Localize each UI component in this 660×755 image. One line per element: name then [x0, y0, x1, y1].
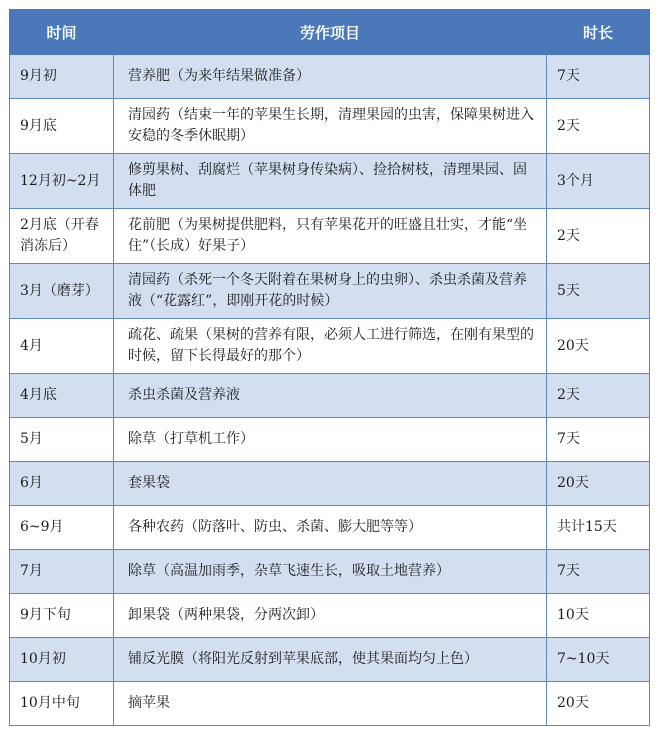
cell-task: 杀虫杀菌及营养液 [114, 374, 547, 418]
cell-duration: 20天 [547, 682, 650, 726]
cell-task: 铺反光膜（将阳光反射到苹果底部，使其果面均匀上色） [114, 638, 547, 682]
cell-time: 3月（磨芽） [10, 264, 114, 319]
schedule-table-container [9, 9, 649, 726]
table-row [10, 682, 650, 726]
cell-duration: 7天 [547, 550, 650, 594]
cell-duration: 10天 [547, 594, 650, 638]
cell-duration: 2天 [547, 209, 650, 264]
cell-duration: 2天 [547, 374, 650, 418]
cell-task: 花前肥（为果树提供肥料，只有苹果花开的旺盛且壮实，才能“坐住”（长成）好果子） [114, 209, 547, 264]
cell-duration: 共计15天 [547, 506, 650, 550]
cell-duration: 20天 [547, 319, 650, 374]
table-row [10, 99, 650, 154]
cell-time: 2月底（开春消冻后） [10, 209, 114, 264]
cell-duration: 5天 [547, 264, 650, 319]
table-row [10, 462, 650, 506]
cell-time: 5月 [10, 418, 114, 462]
cell-task: 清园药（结束一年的苹果生长期，清理果园的虫害，保障果树进入安稳的冬季休眠期） [114, 99, 547, 154]
cell-time: 10月初 [10, 638, 114, 682]
cell-time: 12月初~2月 [10, 154, 114, 209]
table-row [10, 319, 650, 374]
cell-time: 6~9月 [10, 506, 114, 550]
cell-duration: 7天 [547, 418, 650, 462]
cell-time: 10月中旬 [10, 682, 114, 726]
cell-time: 4月底 [10, 374, 114, 418]
cell-time: 9月初 [10, 55, 114, 99]
header-duration: 时长 [547, 10, 650, 55]
cell-duration: 20天 [547, 462, 650, 506]
table-row [10, 209, 650, 264]
cell-task: 清园药（杀死一个冬天附着在果树身上的虫卵）、杀虫杀菌及营养液（“花露红”，即刚开花的时候） [114, 264, 547, 319]
cell-time: 7月 [10, 550, 114, 594]
cell-task: 修剪果树、刮腐烂（苹果树身传染病）、捡拾树枝，清理果园、固体肥 [114, 154, 547, 209]
cell-task: 各种农药（防落叶、防虫、杀菌、膨大肥等等） [114, 506, 547, 550]
table-header [10, 10, 650, 55]
cell-task: 疏花、疏果（果树的营养有限，必须人工进行筛选，在刚有果型的时候，留下长得最好的那个） [114, 319, 547, 374]
cell-time: 9月底 [10, 99, 114, 154]
cell-duration: 7天 [547, 55, 650, 99]
table-row [10, 264, 650, 319]
cell-duration: 2天 [547, 99, 650, 154]
cell-task: 摘苹果 [114, 682, 547, 726]
cell-time: 6月 [10, 462, 114, 506]
cell-task: 卸果袋（两种果袋，分两次卸） [114, 594, 547, 638]
table-body [10, 55, 650, 726]
table-row [10, 374, 650, 418]
table-row [10, 638, 650, 682]
cell-duration: 3个月 [547, 154, 650, 209]
header-task: 劳作项目 [114, 10, 547, 55]
cell-task: 套果袋 [114, 462, 547, 506]
cell-task: 除草（打草机工作） [114, 418, 547, 462]
cell-duration: 7~10天 [547, 638, 650, 682]
header-time: 时间 [10, 10, 114, 55]
header-row [10, 10, 650, 55]
cell-time: 4月 [10, 319, 114, 374]
table-row [10, 594, 650, 638]
cell-time: 9月下旬 [10, 594, 114, 638]
apple-orchard-schedule-table [9, 9, 650, 726]
table-row [10, 55, 650, 99]
table-row [10, 506, 650, 550]
cell-task: 除草（高温加雨季，杂草飞速生长，吸取土地营养） [114, 550, 547, 594]
table-row [10, 550, 650, 594]
table-row [10, 418, 650, 462]
cell-task: 营养肥（为来年结果做准备） [114, 55, 547, 99]
table-row [10, 154, 650, 209]
